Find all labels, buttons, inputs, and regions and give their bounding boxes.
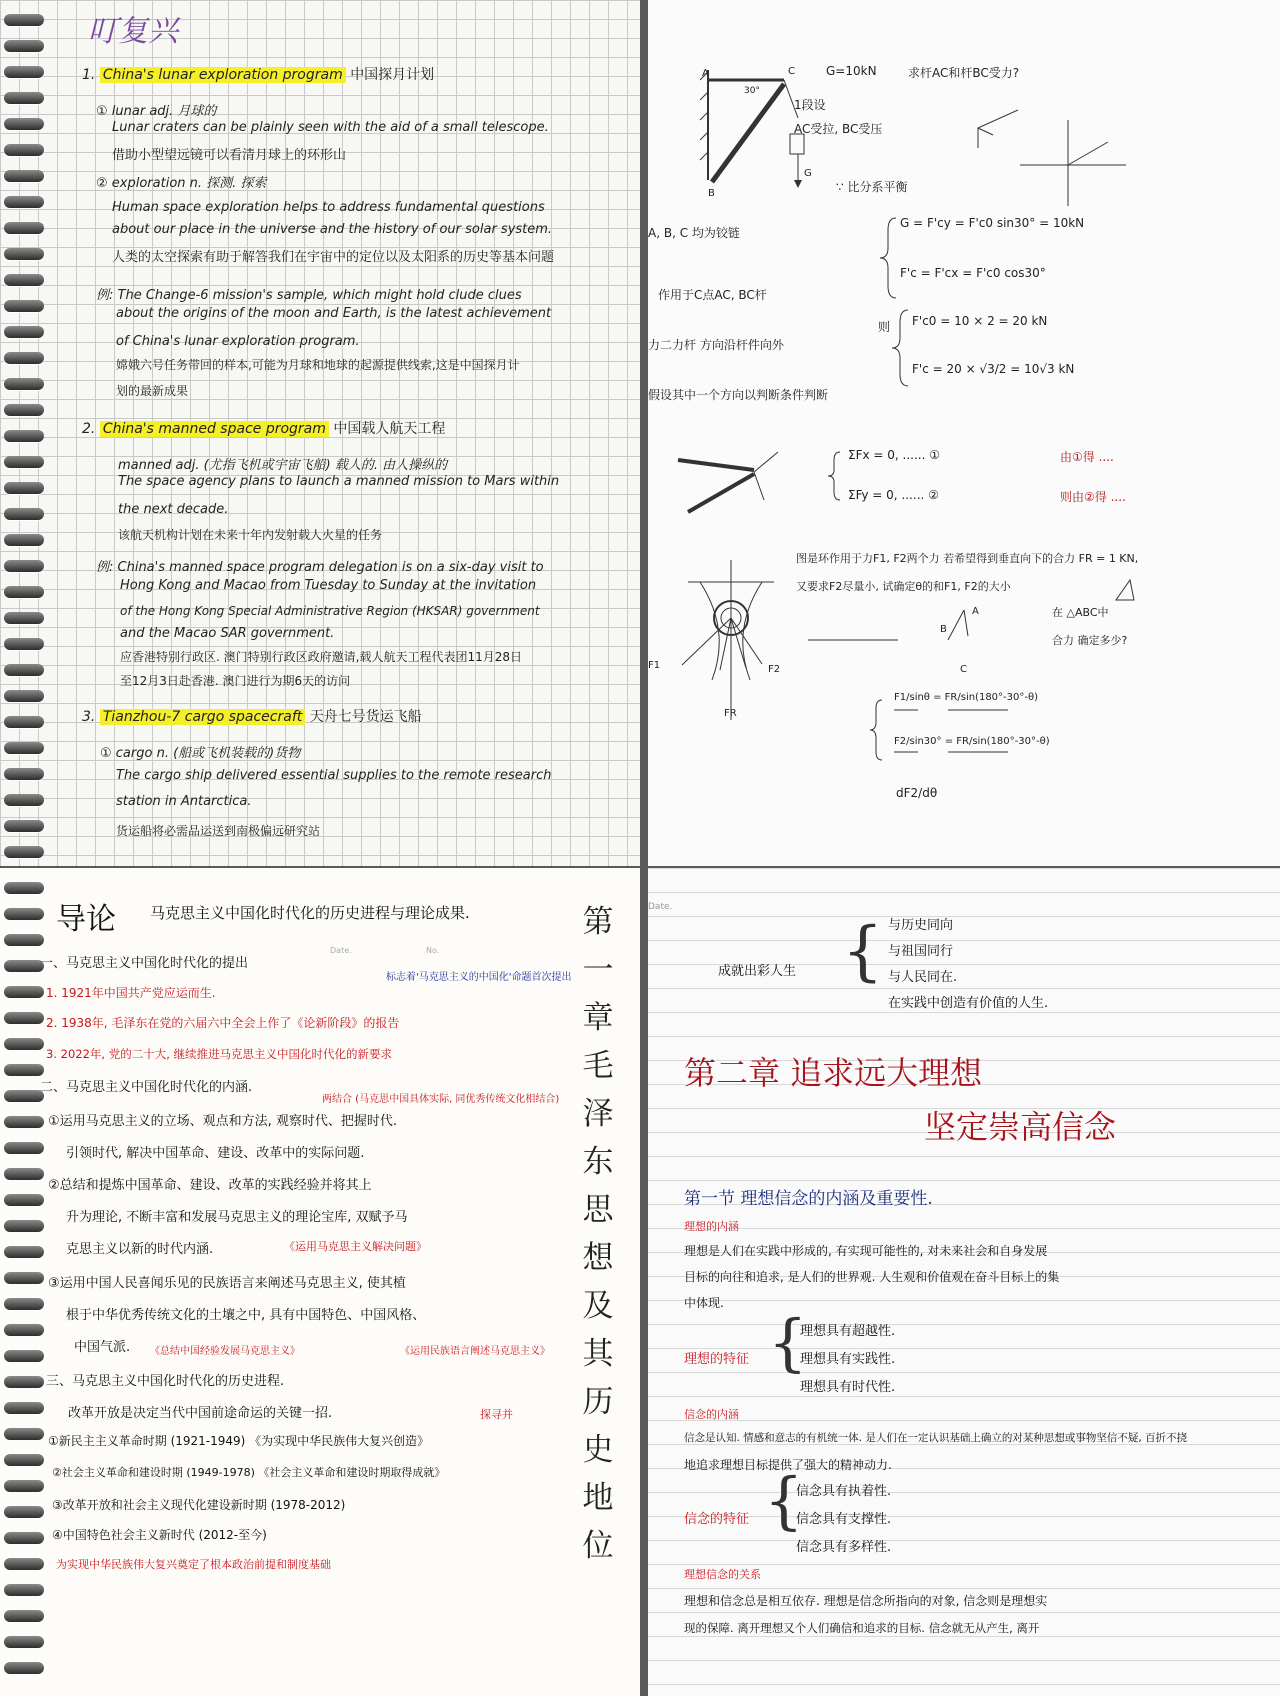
- page-title: 导论: [56, 902, 116, 937]
- binding-ring: [4, 482, 44, 494]
- equation: F'c = 20 × √3/2 = 10√3 kN: [912, 362, 1075, 376]
- feature-label: 信念的特征: [684, 1512, 750, 1527]
- note-line: 应香港特别行政区. 澳门特别行政区政府邀请,载人航天工程代表团11月28日: [120, 650, 522, 664]
- note-line: about our place in the universe and the history of our solar system.: [112, 222, 553, 237]
- binding-ring: [4, 40, 44, 52]
- side-note: 《运用马克思主义解决问题》: [284, 1240, 427, 1253]
- point-label-b: B: [708, 188, 715, 199]
- page-subtitle: 马克思主义中国化时代化的历史进程与理论成果.: [150, 904, 470, 922]
- bracket: {: [768, 1306, 808, 1379]
- binding-ring: [4, 1168, 44, 1180]
- binding-ring: [4, 882, 44, 894]
- equation: F'c0 = 10 × 2 = 20 kN: [912, 314, 1048, 328]
- note-line: 1. 1921年中国共产党应运而生.: [46, 986, 216, 1000]
- point-label-c: C: [960, 664, 967, 675]
- note-line: of the Hong Kong Special Administrative Region (HKSAR) government: [120, 604, 540, 618]
- binding-ring: [4, 664, 44, 676]
- binding-ring: [4, 1246, 44, 1258]
- side-note: 标志着'马克思主义的中国化'命题首次提出: [386, 972, 572, 983]
- note-line: of China's lunar exploration program.: [116, 334, 360, 349]
- note-line: 改革开放是决定当代中国前途命运的关键一招.: [68, 1406, 333, 1421]
- problem-statement: 求杆AC和杆BC受力?: [908, 66, 1020, 80]
- note-line: 根于中华优秀传统文化的土壤之中, 具有中国特色、中国风格、: [66, 1308, 426, 1323]
- note-line: 引领时代, 解决中国革命、建设、改革中的实际问题.: [66, 1146, 365, 1161]
- note-line: ②总结和提炼中国革命、建设、改革的实践经验并将其上: [48, 1178, 372, 1193]
- equation: F'c = F'cx = F'c0 cos30°: [900, 266, 1046, 280]
- note-line: 3. 2022年, 党的二十大, 继续推进马克思主义中国化时代化的新要求: [46, 1047, 393, 1061]
- note-line: 假设其中一个方向以判断条件判断: [648, 388, 829, 402]
- binding-ring: [4, 1194, 44, 1206]
- note-line: 货运船将必需品运送到南极偏远研究站: [116, 824, 321, 838]
- binding-ring: [4, 456, 44, 468]
- binding-ring: [4, 742, 44, 754]
- subsection-label: 理想的内涵: [684, 1220, 739, 1233]
- binding-ring: [4, 170, 44, 182]
- paragraph-line: 理想是人们在实践中形成的, 有实现可能性的, 对未来社会和自身发展: [684, 1244, 1048, 1258]
- note-line: station in Antarctica.: [116, 794, 252, 809]
- subsection-label: 信念的内涵: [684, 1408, 739, 1421]
- feature-item: 理想具有超越性.: [800, 1324, 896, 1339]
- note-line: 嫦娥六号任务带回的样本,可能为月球和地球的起源提供线索,这是中国探月计: [116, 358, 520, 372]
- binding-ring: [4, 352, 44, 364]
- section-heading: 三、马克思主义中国化时代化的历史进程.: [46, 1374, 285, 1389]
- physics-notes-page: [648, 0, 1280, 866]
- binding-ring: [4, 144, 44, 156]
- note-line: The space agency plans to launch a manned mission to Mars within: [118, 474, 560, 489]
- note-line: AC受拉, BC受压: [794, 122, 883, 136]
- bracket: {: [842, 914, 884, 989]
- note-line: ① cargo n. (船或飞机装载的)货物: [100, 746, 301, 761]
- bracket-item: 与祖国同行: [888, 944, 954, 959]
- binding-ring: [4, 1558, 44, 1570]
- note-line: ③改革开放和社会主义现代化建设新时期 (1978-2012): [52, 1498, 346, 1512]
- note-line: about the origins of the moon and Earth, is the latest achievement: [116, 306, 552, 321]
- binding-ring: [4, 794, 44, 806]
- binding-ring: [4, 1272, 44, 1284]
- binding-ring: [4, 118, 44, 130]
- bracket-item: 在实践中创造有价值的人生.: [888, 996, 1049, 1011]
- equation-label: 则: [878, 320, 891, 334]
- binding-ring: [4, 1038, 44, 1050]
- note-line: the next decade.: [118, 502, 229, 517]
- binding-ring: [4, 1376, 44, 1388]
- angle-label: 30°: [744, 86, 760, 96]
- equation: ΣFx = 0, ...... ①: [848, 448, 940, 462]
- note-line: 作用于C点AC, BC杆: [658, 288, 767, 302]
- binding-ring: [4, 300, 44, 312]
- force-label-f2: F2: [768, 664, 781, 675]
- note-line: manned adj. (尤指飞机或宇宙飞船) 载人的. 由人操纵的: [118, 458, 448, 473]
- bracket-label: 成就出彩人生: [718, 964, 797, 979]
- note-line: 为实现中华民族伟大复兴奠定了根本政治前提和制度基础: [56, 1558, 331, 1571]
- note-line: ① lunar adj. 月球的: [96, 104, 217, 119]
- binding-ring: [4, 820, 44, 832]
- note-line: 例: China's manned space program delegation is on a six-day visit to: [96, 560, 544, 575]
- spiral-binding: [0, 868, 52, 1696]
- note-line: 升为理论, 不断丰富和发展马克思主义的理论宝库, 双赋予马: [66, 1210, 408, 1225]
- note-line: 1段设: [794, 98, 826, 112]
- side-note: 《总结中国经验发展马克思主义》: [150, 1346, 300, 1357]
- english-notes-page: [0, 0, 640, 866]
- note-line: ④中国特色社会主义新时代 (2012-至今): [52, 1528, 267, 1542]
- binding-ring: [4, 196, 44, 208]
- binding-ring: [4, 612, 44, 624]
- feature-item: 信念具有执着性.: [796, 1484, 892, 1499]
- note-line: 划的最新成果: [116, 384, 189, 398]
- vocab-heading-3: 3. Tianzhou-7 cargo spacecraft 天舟七号货运飞船: [82, 709, 422, 725]
- binding-ring: [4, 846, 44, 858]
- note-line: 借助小型望远镜可以看清月球上的环形山: [112, 148, 347, 163]
- note-line: ∵ 比分系平衡: [836, 180, 908, 194]
- binding-ring: [4, 248, 44, 260]
- number-label: No.: [426, 946, 440, 955]
- bracket: {: [764, 1464, 804, 1537]
- binding-ring: [4, 1662, 44, 1674]
- binding-ring: [4, 404, 44, 416]
- note-line: ③运用中国人民喜闻乐见的民族语言来阐述马克思主义, 使其植: [48, 1276, 406, 1291]
- binding-ring: [4, 768, 44, 780]
- equation-note: 则由②得 ....: [1060, 490, 1126, 504]
- note-line: 克思主义以新的时代内涵.: [66, 1242, 214, 1257]
- note-line: and the Macao SAR government.: [120, 626, 335, 641]
- binding-ring: [4, 560, 44, 572]
- spiral-binding: [0, 0, 52, 866]
- point-label-a: A: [972, 606, 979, 617]
- equation: F1/sinθ = FR/sin(180°-30°-θ): [894, 692, 1039, 703]
- feature-item: 理想具有实践性.: [800, 1352, 896, 1367]
- equation: G = F'cy = F'c0 sin30° = 10kN: [900, 216, 1085, 230]
- binding-ring: [4, 92, 44, 104]
- binding-ring: [4, 1116, 44, 1128]
- vocab-heading-1: 1. China's lunar exploration program 中国探月计划: [82, 67, 435, 83]
- note-line: 中国气派.: [74, 1340, 131, 1355]
- binding-ring: [4, 1584, 44, 1596]
- bracket-item: 与历史同向: [888, 918, 954, 933]
- note-line: 该航天机构计划在未来十年内发射载人火星的任务: [118, 528, 383, 542]
- binding-ring: [4, 1454, 44, 1466]
- note-line: 人类的太空探索有助于解答我们在宇宙中的定位以及太阳系的历史等基本问题: [112, 250, 555, 265]
- binding-ring: [4, 960, 44, 972]
- date-label: Date.: [330, 946, 352, 955]
- equation-note: 由①得 ....: [1060, 450, 1114, 464]
- point-label-b: B: [940, 624, 947, 635]
- paragraph-line: 地追求理想目标提供了强大的精神动力.: [684, 1458, 892, 1472]
- section-heading: 一、马克思主义中国化时代化的提出: [40, 956, 249, 971]
- binding-ring: [4, 66, 44, 78]
- subsection-label: 理想信念的关系: [684, 1568, 761, 1581]
- given-weight: G=10kN: [826, 64, 877, 78]
- binding-ring: [4, 586, 44, 598]
- binding-ring: [4, 1350, 44, 1362]
- binding-ring: [4, 1064, 44, 1076]
- force-label-fr: FR: [724, 708, 737, 719]
- feature-label: 理想的特征: [684, 1352, 750, 1367]
- feature-item: 理想具有时代性.: [800, 1380, 896, 1395]
- binding-ring: [4, 326, 44, 338]
- feature-item: 信念具有支撑性.: [796, 1512, 892, 1527]
- equation: ΣFy = 0, ...... ②: [848, 488, 939, 502]
- binding-ring: [4, 430, 44, 442]
- binding-ring: [4, 934, 44, 946]
- binding-ring: [4, 534, 44, 546]
- binding-ring: [4, 1532, 44, 1544]
- problem-statement: 又要求F2尽量小, 试确定θ的和F1, F2的大小: [796, 580, 1011, 593]
- section-heading: 二、马克思主义中国化时代化的内涵.: [40, 1080, 253, 1095]
- derivative: dF2/dθ: [896, 786, 938, 800]
- binding-ring: [4, 1324, 44, 1336]
- binding-ring: [4, 1636, 44, 1648]
- binding-ring: [4, 716, 44, 728]
- equation: F2/sin30° = FR/sin(180°-30°-θ): [894, 736, 1050, 747]
- binding-ring: [4, 1220, 44, 1232]
- note-line: Hong Kong and Macao from Tuesday to Sunday at the invitation: [120, 578, 537, 593]
- binding-ring: [4, 222, 44, 234]
- note-line: Human space exploration helps to address fundamental questions: [112, 200, 545, 215]
- force-label-f1: F1: [648, 660, 661, 671]
- point-label-c: C: [788, 66, 795, 77]
- binding-ring: [4, 908, 44, 920]
- page-title: 叮复兴: [88, 14, 178, 49]
- problem-statement: 图是环作用于力F1, F2两个力 若希望得到垂直向下的合力 FR = 1 KN,: [796, 552, 1139, 565]
- paragraph-line: 现的保障. 离开理想又个人们确信和追求的目标. 信念就无从产生, 离开: [684, 1621, 1040, 1635]
- feature-item: 信念具有多样性.: [796, 1540, 892, 1555]
- binding-ring: [4, 1402, 44, 1414]
- binding-ring: [4, 690, 44, 702]
- politics-notes-page: [0, 868, 640, 1696]
- binding-ring: [4, 14, 44, 26]
- note-line: Lunar craters can be plainly seen with the aid of a small telescope.: [112, 120, 549, 135]
- paragraph-line: 目标的向往和追求, 是人们的世界观. 人生观和价值观在奋斗目标上的集: [684, 1270, 1060, 1284]
- binding-ring: [4, 1506, 44, 1518]
- note-line: ①运用马克思主义的立场、观点和方法, 观察时代、把握时代.: [48, 1114, 398, 1129]
- section-title: 第一节 理想信念的内涵及重要性.: [684, 1189, 933, 1209]
- binding-ring: [4, 508, 44, 520]
- ideals-notes-page: [648, 868, 1280, 1696]
- binding-ring: [4, 1480, 44, 1492]
- note-line: ② exploration n. 探测. 探索: [96, 176, 267, 191]
- note-line: 例: The Change-6 mission's sample, which might hold clude clues: [96, 288, 522, 303]
- chapter-title: 第二章 追求远大理想: [684, 1054, 983, 1092]
- note-line: 至12月3日赴香港. 澳门进行为期6天的访问: [120, 674, 351, 688]
- binding-ring: [4, 1428, 44, 1440]
- chapter-title-vertical: 第一章 毛泽东思想及其历史地位: [582, 904, 614, 1564]
- weight-label: G: [804, 168, 812, 179]
- paragraph-line: 理想和信念总是相互依存. 理想是信念所指向的对象, 信念则是理想实: [684, 1594, 1048, 1608]
- binding-ring: [4, 274, 44, 286]
- binding-ring: [4, 1298, 44, 1310]
- side-note: 《运用民族语言阐述马克思主义》: [400, 1346, 550, 1357]
- note-line: ①新民主主义革命时期 (1921-1949) 《为实现中华民族伟大复兴创造》: [48, 1434, 430, 1448]
- paragraph-line: 信念是认知. 情感和意志的有机统一体. 是人们在一定认识基础上确立的对某种思想或事物坚信不疑, 百折不挠: [684, 1432, 1188, 1444]
- binding-ring: [4, 1090, 44, 1102]
- note-line: 在 △ABC中: [1052, 606, 1109, 619]
- point-label-a: A: [702, 68, 709, 79]
- date-label: Date.: [648, 902, 673, 912]
- binding-ring: [4, 1610, 44, 1622]
- note-line: 合力 确定多少?: [1052, 634, 1128, 647]
- paragraph-line: 中体现.: [684, 1296, 724, 1310]
- vocab-heading-2: 2. China's manned space program 中国载人航天工程: [82, 421, 446, 437]
- chapter-subtitle: 坚定崇高信念: [924, 1108, 1117, 1146]
- side-note: 两结合 (马克思中国具体实际, 同优秀传统文化相结合): [322, 1094, 560, 1105]
- binding-ring: [4, 986, 44, 998]
- bracket-item: 与人民同在.: [888, 970, 958, 985]
- binding-ring: [4, 638, 44, 650]
- side-note: 探寻并: [480, 1408, 513, 1421]
- note-line: 2. 1938年, 毛泽东在党的六届六中全会上作了《论新阶段》的报告: [46, 1016, 400, 1030]
- binding-ring: [4, 1012, 44, 1024]
- binding-ring: [4, 378, 44, 390]
- note-line: 力二力杆 方向沿杆件向外: [648, 338, 784, 352]
- note-line: The cargo ship delivered essential supplies to the remote research: [116, 768, 552, 783]
- note-line: ②社会主义革命和建设时期 (1949-1978) 《社会主义革命和建设时期取得成就》: [52, 1466, 446, 1479]
- note-line: A, B, C 均为铰链: [648, 226, 740, 240]
- binding-ring: [4, 1142, 44, 1154]
